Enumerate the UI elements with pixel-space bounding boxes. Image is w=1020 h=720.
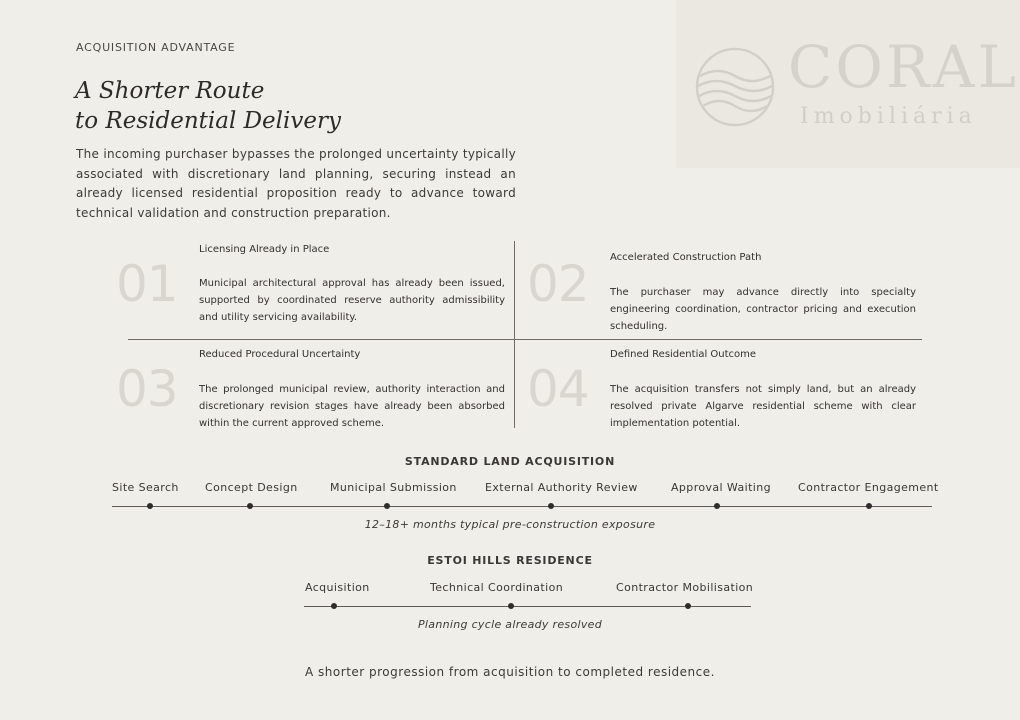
card-number: 04 [527, 360, 589, 418]
estoi-timeline-line [304, 606, 751, 607]
eyebrow-label: ACQUISITION ADVANTAGE [76, 41, 236, 54]
card-number: 03 [116, 360, 178, 418]
timeline-dot [384, 503, 390, 509]
title-line-1: A Shorter Route [75, 78, 265, 104]
timeline-dot [685, 603, 691, 609]
card-title: Licensing Already in Place [199, 244, 330, 255]
estoi-timeline-heading: ESTOI HILLS RESIDENCE [427, 554, 593, 567]
standard-timeline-line [112, 506, 932, 507]
wave-circle-icon [694, 46, 776, 128]
card-body: Municipal architectural approval has already been issued, supported by coordinated reserve authority admissibility and utility servicing availability. [199, 278, 505, 323]
grid-divider-vertical [514, 241, 515, 428]
timeline-step: Acquisition [305, 581, 370, 594]
timeline-dot [147, 503, 153, 509]
standard-timeline-heading: STANDARD LAND ACQUISITION [404, 455, 616, 468]
card-body: The acquisition transfers not simply land, but an already resolved private Algarve residential scheme with clear implementation potential. [610, 384, 916, 429]
estoi-timeline-caption: Planning cycle already resolved [418, 618, 602, 631]
brand-subtitle: Imobiliária [800, 104, 977, 129]
timeline-step: Site Search [112, 481, 179, 494]
timeline-dot [331, 603, 337, 609]
brand-name: CORAL [788, 33, 1019, 101]
timeline-dot [508, 603, 514, 609]
timeline-step: External Authority Review [485, 481, 638, 494]
timeline-step: Contractor Mobilisation [616, 581, 754, 594]
timeline-dot [247, 503, 253, 509]
card-number: 01 [116, 255, 178, 313]
card-title: Defined Residential Outcome [610, 349, 757, 360]
card-number: 02 [527, 255, 589, 313]
card-body: The prolonged municipal review, authority interaction and discretionary revision stages have already been absorbed within the current approved scheme. [199, 384, 505, 429]
intro-paragraph: The incoming purchaser bypasses the prolonged uncertainty typically associated with discretionary land planning, securing instead an already licensed residential proposition ready to advance toward technical validation and construction preparation. [76, 147, 516, 220]
footer-statement: A shorter progression from acquisition to completed residence. [305, 665, 715, 679]
title-line-2: to Residential Delivery [75, 108, 341, 134]
timeline-dot [548, 503, 554, 509]
timeline-dot [714, 503, 720, 509]
timeline-dot [866, 503, 872, 509]
card-title: Reduced Procedural Uncertainty [199, 349, 361, 360]
card-title: Accelerated Construction Path [610, 252, 762, 263]
timeline-step: Municipal Submission [330, 481, 457, 494]
card-body: The purchaser may advance directly into specialty engineering coordination, contractor pricing and execution scheduling. [610, 287, 916, 332]
page-title [75, 76, 495, 136]
timeline-step: Technical Coordination [430, 581, 564, 594]
timeline-step: Contractor Engagement [798, 481, 939, 494]
grid-divider-horizontal [128, 339, 922, 340]
standard-timeline-caption: 12–18+ months typical pre-construction exposure [364, 518, 656, 531]
timeline-step: Approval Waiting [671, 481, 771, 494]
timeline-step: Concept Design [205, 481, 298, 494]
